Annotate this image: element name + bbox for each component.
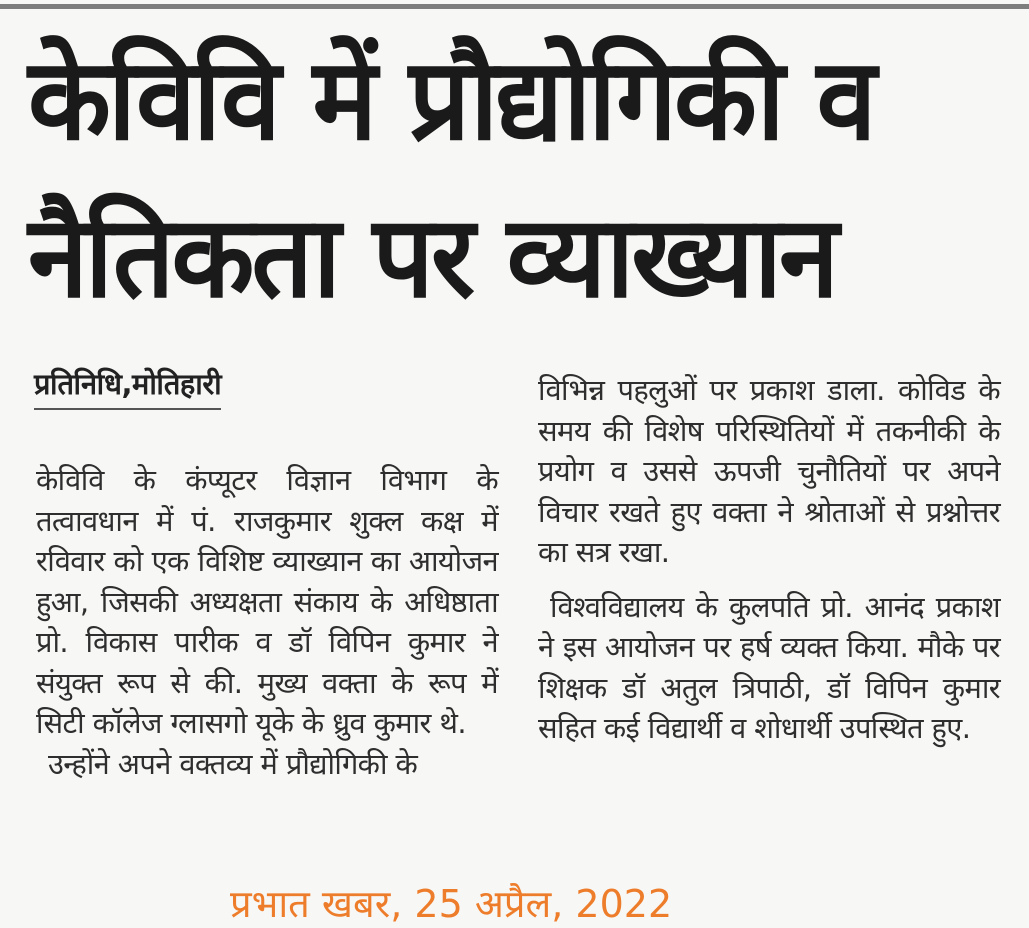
source-caption: प्रभात खबर, 25 अप्रैल, 2022 [224,880,678,928]
headline [28,22,1018,337]
top-rule [0,4,1029,9]
article-column-right [538,370,1000,749]
article-column-left [36,460,498,784]
byline: प्रतिनिधि,मोतिहारी [34,364,221,410]
article-paragraph: विभिन्न पहलुओं पर प्रकाश डाला. कोविड के समय की विशेष परिस्थितियों में तकनीकी के प्रयोग व उससे ऊपजी चुनौतियों पर अपने विचार रखते हुए वक्ता ने श्रोताओं से प्रश्नोत्तर का सत्र रखा. [538,373,1000,569]
article-paragraph: विश्वविद्यालय के कुलपति प्रो. आनंद प्रकाश ने इस आयोजन पर हर्ष व्यक्त किया. मौके पर शिक्षक डॉ अतुल त्रिपाठी, डॉ विपिन कुमार सहित कई विद्यार्थी व शोधार्थी उपस्थित हुए. [538,589,1000,745]
article-paragraph: केविवि के कंप्यूटर विज्ञान विभाग के तत्वावधान में पं. राजकुमार शुक्ल कक्ष में रविवार को एक विशिष्ट व्याख्यान का आयोजन हुआ, जिसकी अध्यक्षता संकाय के अधिष्ठाता प्रो. विकास पारीक व डॉ विपिन कुमार ने संयुक्त रूप से की. मुख्य वक्ता के रूप में सिटी कॉलेज ग्लासगो यूके के ध्रुव कुमार थे. [36,463,498,740]
headline-line-1: केविवि में प्रौद्योगिकी व [28,34,874,166]
headline-line-2: नैतिकता पर व्याख्यान [28,192,836,324]
article-paragraph: उन्होंने अपने वक्तव्य में प्रौद्योगिकी के [48,746,418,781]
